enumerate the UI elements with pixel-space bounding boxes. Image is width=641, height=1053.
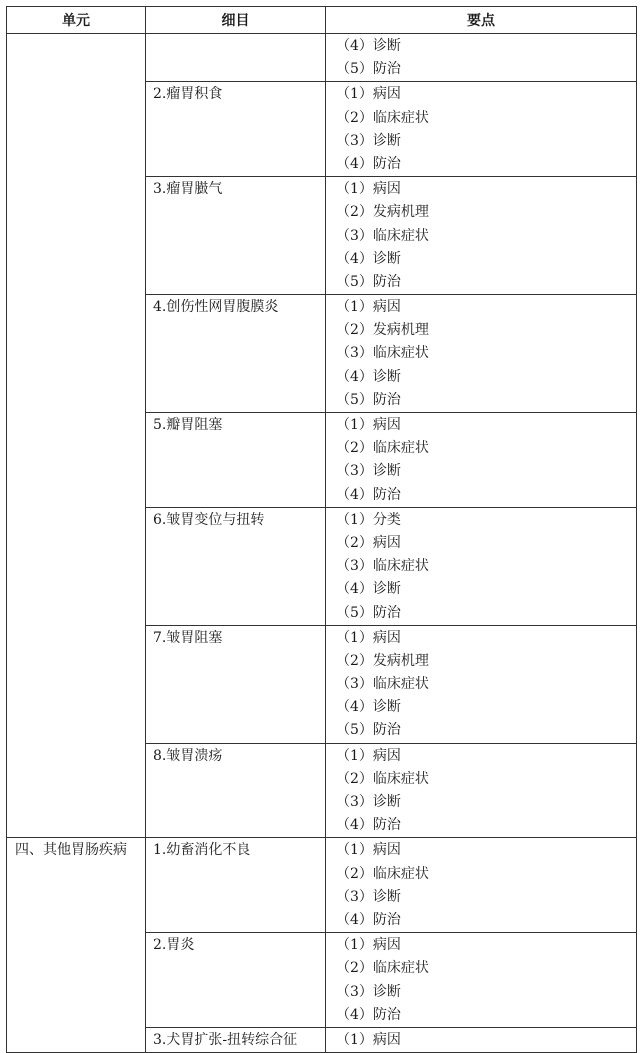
key-point: （2）临床症状 xyxy=(336,109,429,126)
detail-cell: 6.皱胃变位与扭转 xyxy=(146,507,326,625)
key-point: （5）防治 xyxy=(336,604,401,621)
key-point: （4）防治 xyxy=(336,817,401,834)
key-point: （4）诊断 xyxy=(336,250,401,267)
key-point: （1）病因 xyxy=(336,1031,401,1048)
key-point: （2）发病机理 xyxy=(336,322,429,339)
detail-cell: 3.犬胃扩张-扭转综合征 xyxy=(146,1027,326,1052)
key-point: （2）病因 xyxy=(336,534,401,551)
key-point: （3）临床症状 xyxy=(336,676,429,693)
key-point: （1）分类 xyxy=(336,511,401,528)
header-points: 要点 xyxy=(326,7,637,34)
points-cell xyxy=(326,625,637,743)
unit-cell: 四、其他胃肠疾病 xyxy=(7,838,146,1053)
detail-cell: 3.瘤胃臌气 xyxy=(146,177,326,295)
points-cell xyxy=(326,177,637,295)
points-cell xyxy=(326,1027,637,1052)
key-point: （4）防治 xyxy=(336,1006,401,1023)
syllabus-table xyxy=(6,6,637,1053)
key-point: （4）防治 xyxy=(336,486,401,503)
key-point: （1）病因 xyxy=(336,86,401,103)
key-point: （3）诊断 xyxy=(336,132,401,149)
key-point: （1）病因 xyxy=(336,417,401,433)
key-point: （1）病因 xyxy=(336,181,401,198)
key-point: （3）诊断 xyxy=(336,888,401,905)
key-point: （4）防治 xyxy=(336,911,401,928)
points-cell xyxy=(326,933,637,1028)
points-cell xyxy=(326,743,637,838)
key-point: （5）防治 xyxy=(336,391,401,408)
points-cell xyxy=(326,34,637,82)
key-point: （1）病因 xyxy=(336,299,401,316)
points-cell xyxy=(326,413,637,508)
key-point: （4）诊断 xyxy=(336,368,401,385)
key-point: （2）临床症状 xyxy=(336,865,429,882)
table-row xyxy=(7,838,637,933)
header-detail: 细目 xyxy=(146,7,326,34)
key-point: （2）发病机理 xyxy=(336,204,429,221)
key-point: （5）防治 xyxy=(336,61,401,78)
detail-cell: 2.胃炎 xyxy=(146,933,326,1028)
key-point: （3）临床症状 xyxy=(336,345,429,362)
detail-cell: 8.皱胃溃疡 xyxy=(146,743,326,838)
key-point: （3）诊断 xyxy=(336,463,401,480)
table-header-row xyxy=(7,7,637,34)
points-cell xyxy=(326,507,637,625)
table-body xyxy=(7,34,637,1053)
key-point: （2）发病机理 xyxy=(336,652,429,669)
points-cell xyxy=(326,838,637,933)
key-point: （4）诊断 xyxy=(336,38,401,54)
detail-cell: 7.皱胃阻塞 xyxy=(146,625,326,743)
detail-cell: 2.瘤胃积食 xyxy=(146,82,326,177)
key-point: （1）病因 xyxy=(336,937,401,954)
key-point: （3）临床症状 xyxy=(336,558,429,575)
key-point: （5）防治 xyxy=(336,722,401,739)
key-point: （3）临床症状 xyxy=(336,227,429,244)
key-point: （4）诊断 xyxy=(336,699,401,716)
key-point: （4）防治 xyxy=(336,155,401,172)
header-unit: 单元 xyxy=(7,7,146,34)
detail-cell xyxy=(146,34,326,82)
points-cell xyxy=(326,82,637,177)
unit-cell xyxy=(7,34,146,838)
key-point: （2）临床症状 xyxy=(336,770,429,787)
points-cell xyxy=(326,295,637,413)
key-point: （1）病因 xyxy=(336,747,401,764)
key-point: （2）临床症状 xyxy=(336,440,429,457)
table-row xyxy=(7,34,637,82)
key-point: （1）病因 xyxy=(336,842,401,859)
detail-cell: 1.幼畜消化不良 xyxy=(146,838,326,933)
key-point: （5）防治 xyxy=(336,273,401,290)
key-point: （3）诊断 xyxy=(336,983,401,1000)
key-point: （1）病因 xyxy=(336,629,401,646)
detail-cell: 5.瓣胃阻塞 xyxy=(146,413,326,508)
detail-cell: 4.创伤性网胃腹膜炎 xyxy=(146,295,326,413)
key-point: （4）诊断 xyxy=(336,581,401,598)
key-point: （3）诊断 xyxy=(336,794,401,810)
key-point: （2）临床症状 xyxy=(336,960,429,977)
